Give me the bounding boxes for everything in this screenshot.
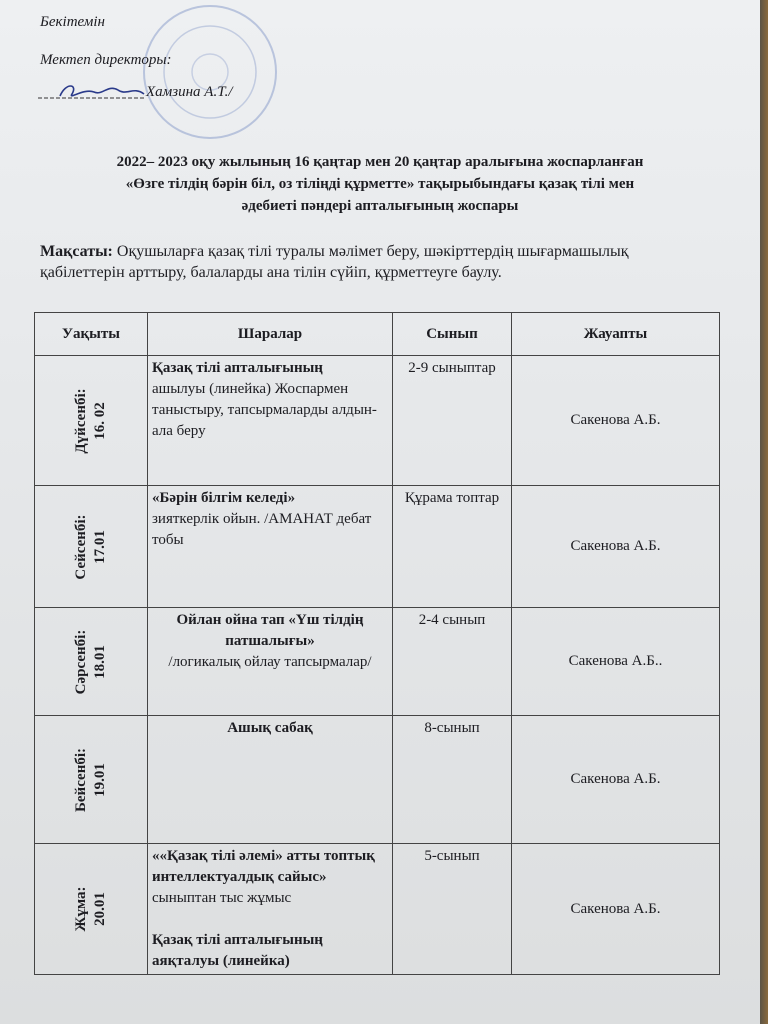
event-title: Ойлан ойна тап «Үш тілдің патшалығы»: [176, 612, 364, 649]
day-name: Жұма:: [73, 886, 89, 932]
responsible-cell: Сакенова А.Б.: [512, 716, 720, 844]
day-name: Дүйсенбі:: [73, 387, 89, 454]
day-name: Сейсенбі:: [73, 513, 89, 580]
event-cell: [148, 716, 393, 844]
table-row: [35, 486, 720, 608]
day-cell: [35, 716, 148, 844]
title-line-3: әдебиеті пәндері апталығының жоспары: [241, 198, 519, 214]
header-class: Сынып: [393, 313, 512, 356]
day-date: 20.01: [92, 892, 108, 926]
responsible-cell: Сакенова А.Б.: [512, 844, 720, 975]
schedule-table: [34, 312, 720, 975]
event-description: зияткерлік ойын. /АМАНАТ дебат тобы: [152, 511, 372, 548]
title-line-1: 2022– 2023 оқу жылының 16 қаңтар мен 20 қаңтар аралығына жоспарланған: [116, 154, 644, 170]
day-date: 16. 02: [92, 401, 108, 440]
day-cell: [35, 844, 148, 975]
responsible-cell: Сакенова А.Б.: [512, 356, 720, 486]
goal-paragraph: [40, 241, 700, 283]
event-title: Ашық сабақ: [227, 720, 313, 736]
day-name: Сәрсенбі:: [73, 629, 89, 694]
event-description: /логикалық ойлау тапсырмалар/: [168, 654, 372, 670]
day-cell: [35, 608, 148, 716]
day-date: 18.01: [92, 644, 108, 679]
signer-name: Хамзина А.Т./: [146, 84, 233, 100]
goal-label: Мақсаты:: [40, 243, 113, 260]
class-cell: 2-4 сынып: [393, 608, 512, 716]
title-line-2: «Өзге тілдің бәрін біл, оз тіліңді құрметте» тақырыбындағы қазақ тілі мен: [125, 176, 635, 192]
event-cell: [148, 608, 393, 716]
table-row: [35, 716, 720, 844]
event-cell: [148, 356, 393, 486]
table-row: [35, 356, 720, 486]
header-events: Шаралар: [148, 313, 393, 356]
event-description: ашылуы (линейка) Жоспармен таныстыру, тапсырмаларды алдын-ала беру: [152, 381, 377, 439]
event-description: сыныптан тыс жұмыс: [152, 890, 292, 906]
event-title: «Бәрін білгім келеді»: [152, 490, 296, 506]
day-date: 17.01: [92, 529, 108, 564]
approval-label: Бекітемін: [40, 14, 105, 30]
class-cell: 8-сынып: [393, 716, 512, 844]
page-edge-shadow: [760, 0, 768, 1024]
header-responsible: Жауапты: [512, 313, 720, 356]
document-title: [20, 151, 740, 217]
event-cell: [148, 486, 393, 608]
responsible-cell: Сакенова А.Б..: [512, 608, 720, 716]
table-row: [35, 608, 720, 716]
table-header-row: [35, 313, 720, 356]
table-row: [35, 844, 720, 975]
class-cell: 5-сынып: [393, 844, 512, 975]
responsible-cell: Сакенова А.Б.: [512, 486, 720, 608]
day-name: Бейсенбі:: [73, 747, 89, 812]
day-cell: [35, 356, 148, 486]
class-cell: 2-9 сыныптар: [393, 356, 512, 486]
day-date: 19.01: [92, 762, 108, 797]
day-cell: [35, 486, 148, 608]
goal-text: Оқушыларға қазақ тілі туралы мәлімет беру, шәкірттердің шығармашылық қабілеттерін арттыру, балаларды ана тілін сүйіп, құрметтеуге баулу.: [40, 243, 629, 281]
event-closing: Қазақ тілі апталығының аяқталуы (линейка): [152, 932, 323, 969]
event-cell: [148, 844, 393, 975]
director-label: Мектеп директоры:: [40, 52, 172, 68]
class-cell: Құрама топтар: [393, 486, 512, 608]
header-time: Уақыты: [35, 313, 148, 356]
event-title: ««Қазақ тілі әлемі» атты топтық интеллектуалдық сайыс»: [152, 848, 375, 885]
school-stamp: [140, 2, 280, 142]
event-title: Қазақ тілі апталығының: [152, 360, 323, 376]
